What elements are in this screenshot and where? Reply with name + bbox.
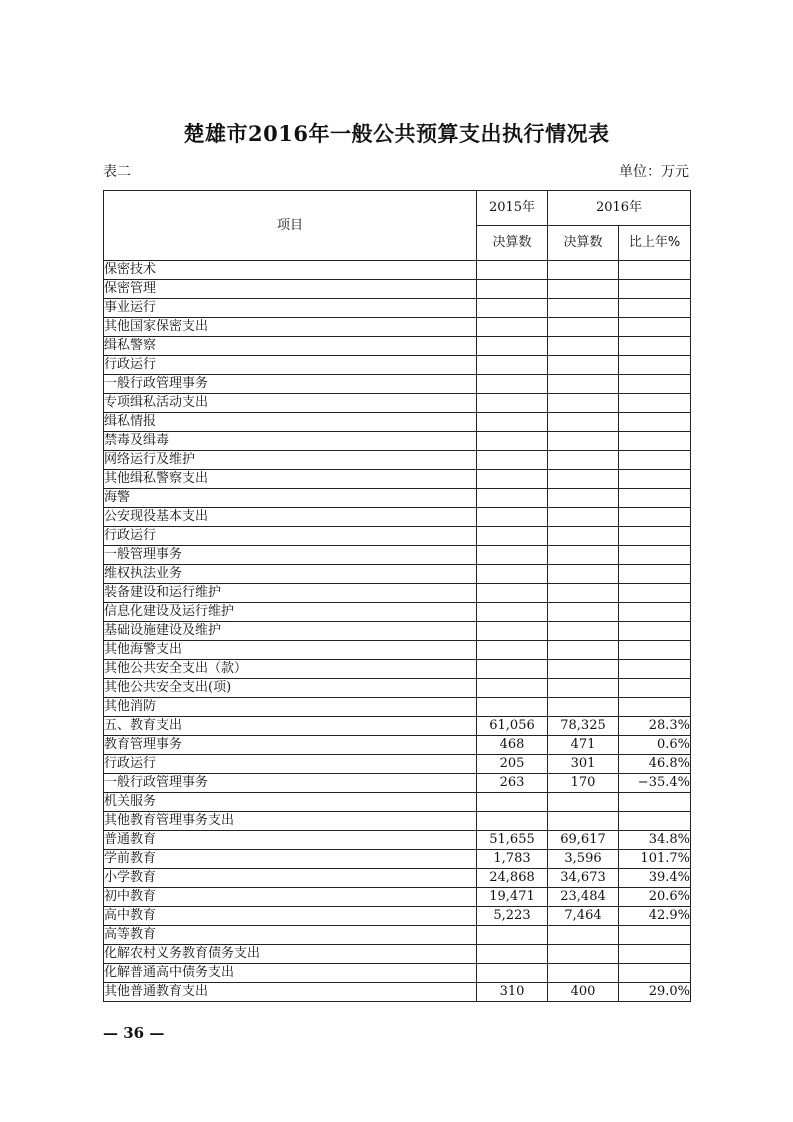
row-2015-final <box>477 660 548 679</box>
row-2016-final <box>548 375 619 394</box>
row-item-name: 学前教育 <box>104 850 477 869</box>
table-row <box>104 698 691 717</box>
table-number: 表二 <box>103 164 131 180</box>
row-2016-final <box>548 793 619 812</box>
row-change-pct <box>619 451 691 470</box>
row-change-pct <box>619 926 691 945</box>
row-change-pct <box>619 546 691 565</box>
row-2016-final <box>548 926 619 945</box>
row-2016-final <box>548 489 619 508</box>
row-2016-final <box>548 508 619 527</box>
header-item: 项目 <box>104 191 477 261</box>
row-2016-final <box>548 318 619 337</box>
row-2016-final <box>548 394 619 413</box>
row-2016-final <box>548 622 619 641</box>
table-row <box>104 850 691 869</box>
row-2016-final <box>548 641 619 660</box>
row-item-name: 一般行政管理事务 <box>104 375 477 394</box>
row-item-name: 行政运行 <box>104 527 477 546</box>
row-item-name: 信息化建设及运行维护 <box>104 603 477 622</box>
row-2015-final: 19,471 <box>477 888 548 907</box>
row-change-pct: 20.6% <box>619 888 691 907</box>
row-item-name: 维权执法业务 <box>104 565 477 584</box>
row-2015-final: 310 <box>477 983 548 1002</box>
row-2016-final: 170 <box>548 774 619 793</box>
row-2016-final <box>548 584 619 603</box>
row-2015-final <box>477 261 548 280</box>
row-2015-final <box>477 394 548 413</box>
row-change-pct <box>619 812 691 831</box>
row-change-pct <box>619 356 691 375</box>
row-2016-final <box>548 470 619 489</box>
row-item-name: 其他国家保密支出 <box>104 318 477 337</box>
table-row <box>104 356 691 375</box>
row-item-name: 其他消防 <box>104 698 477 717</box>
row-2015-final: 1,783 <box>477 850 548 869</box>
row-change-pct <box>619 413 691 432</box>
row-change-pct: 29.0% <box>619 983 691 1002</box>
row-2015-final <box>477 945 548 964</box>
table-row <box>104 622 691 641</box>
row-change-pct: 101.7% <box>619 850 691 869</box>
row-2015-final <box>477 337 548 356</box>
row-2015-final <box>477 622 548 641</box>
row-change-pct <box>619 299 691 318</box>
row-2016-final <box>548 812 619 831</box>
table-row <box>104 660 691 679</box>
header-2016: 2016年 <box>548 191 691 226</box>
header-2015: 2015年 <box>477 191 548 226</box>
table-row <box>104 717 691 736</box>
table-row <box>104 299 691 318</box>
row-item-name: 缉私情报 <box>104 413 477 432</box>
row-2015-final <box>477 964 548 983</box>
row-change-pct <box>619 394 691 413</box>
row-item-name: 公安现役基本支出 <box>104 508 477 527</box>
row-2016-final <box>548 698 619 717</box>
row-change-pct <box>619 432 691 451</box>
row-2016-final <box>548 280 619 299</box>
row-2015-final: 205 <box>477 755 548 774</box>
row-change-pct <box>619 698 691 717</box>
row-2015-final <box>477 584 548 603</box>
table-row <box>104 280 691 299</box>
row-2015-final <box>477 546 548 565</box>
row-2015-final <box>477 413 548 432</box>
row-2016-final <box>548 603 619 622</box>
row-change-pct <box>619 489 691 508</box>
table-row <box>104 375 691 394</box>
table-row <box>104 508 691 527</box>
row-item-name: 保密技术 <box>104 261 477 280</box>
page-number: — 36 — <box>103 1024 165 1042</box>
row-2016-final: 301 <box>548 755 619 774</box>
table-row <box>104 812 691 831</box>
row-2015-final: 51,655 <box>477 831 548 850</box>
row-change-pct <box>619 622 691 641</box>
row-item-name: 海警 <box>104 489 477 508</box>
row-2016-final <box>548 432 619 451</box>
row-2016-final <box>548 546 619 565</box>
row-2015-final <box>477 793 548 812</box>
row-item-name: 专项缉私活动支出 <box>104 394 477 413</box>
row-item-name: 初中教育 <box>104 888 477 907</box>
table-row <box>104 983 691 1002</box>
table-row <box>104 565 691 584</box>
row-change-pct <box>619 964 691 983</box>
row-2015-final <box>477 375 548 394</box>
row-item-name: 基础设施建设及维护 <box>104 622 477 641</box>
row-item-name: 其他海警支出 <box>104 641 477 660</box>
row-item-name: 教育管理事务 <box>104 736 477 755</box>
row-change-pct: 0.6% <box>619 736 691 755</box>
table-row <box>104 432 691 451</box>
table-row <box>104 679 691 698</box>
row-2016-final: 3,596 <box>548 850 619 869</box>
row-2015-final <box>477 489 548 508</box>
budget-table <box>103 190 691 1002</box>
row-change-pct <box>619 603 691 622</box>
table-row <box>104 261 691 280</box>
row-item-name: 事业运行 <box>104 299 477 318</box>
table-row <box>104 869 691 888</box>
row-item-name: 装备建设和运行维护 <box>104 584 477 603</box>
row-item-name: 行政运行 <box>104 356 477 375</box>
row-item-name: 其他普通教育支出 <box>104 983 477 1002</box>
table-row <box>104 451 691 470</box>
table-row <box>104 489 691 508</box>
row-2015-final <box>477 641 548 660</box>
row-2015-final <box>477 508 548 527</box>
row-item-name: 其他缉私警察支出 <box>104 470 477 489</box>
row-2015-final: 24,868 <box>477 869 548 888</box>
table-row <box>104 641 691 660</box>
header-change: 比上年% <box>619 226 691 261</box>
row-change-pct <box>619 793 691 812</box>
row-change-pct: 34.8% <box>619 831 691 850</box>
row-2016-final <box>548 660 619 679</box>
row-2016-final <box>548 261 619 280</box>
table-row <box>104 774 691 793</box>
row-item-name: 小学教育 <box>104 869 477 888</box>
row-2015-final <box>477 603 548 622</box>
table-row <box>104 964 691 983</box>
row-item-name: 其他教育管理事务支出 <box>104 812 477 831</box>
table-row <box>104 945 691 964</box>
table-row <box>104 755 691 774</box>
row-2016-final: 69,617 <box>548 831 619 850</box>
page-title: 楚雄市2016年一般公共预算支出执行情况表 <box>183 121 610 146</box>
row-change-pct <box>619 584 691 603</box>
table-body <box>104 261 691 1002</box>
table-row <box>104 413 691 432</box>
row-2015-final <box>477 679 548 698</box>
table-row <box>104 793 691 812</box>
row-item-name: 缉私警察 <box>104 337 477 356</box>
row-change-pct <box>619 508 691 527</box>
table-row <box>104 470 691 489</box>
row-2016-final <box>548 565 619 584</box>
row-2015-final <box>477 812 548 831</box>
unit-label: 单位：万元 <box>619 164 689 180</box>
table-row <box>104 603 691 622</box>
table-row <box>104 907 691 926</box>
table-row <box>104 926 691 945</box>
row-2015-final <box>477 318 548 337</box>
row-change-pct: 28.3% <box>619 717 691 736</box>
row-change-pct: 42.9% <box>619 907 691 926</box>
header-final-2015: 决算数 <box>477 226 548 261</box>
row-change-pct <box>619 527 691 546</box>
row-change-pct <box>619 565 691 584</box>
table-row <box>104 394 691 413</box>
row-2016-final <box>548 299 619 318</box>
row-2015-final <box>477 698 548 717</box>
table-row <box>104 337 691 356</box>
row-change-pct <box>619 337 691 356</box>
row-2016-final: 471 <box>548 736 619 755</box>
row-2015-final <box>477 565 548 584</box>
row-change-pct <box>619 641 691 660</box>
row-change-pct <box>619 470 691 489</box>
row-item-name: 行政运行 <box>104 755 477 774</box>
row-2015-final <box>477 299 548 318</box>
row-item-name: 一般行政管理事务 <box>104 774 477 793</box>
row-change-pct <box>619 375 691 394</box>
row-item-name: 化解农村义务教育债务支出 <box>104 945 477 964</box>
row-2015-final <box>477 356 548 375</box>
row-item-name: 禁毒及缉毒 <box>104 432 477 451</box>
row-2016-final: 78,325 <box>548 717 619 736</box>
row-change-pct: −35.4% <box>619 774 691 793</box>
row-item-name: 其他公共安全支出（款） <box>104 660 477 679</box>
row-change-pct <box>619 261 691 280</box>
row-2016-final <box>548 945 619 964</box>
table-row <box>104 736 691 755</box>
row-2016-final <box>548 413 619 432</box>
row-change-pct <box>619 280 691 299</box>
table-row <box>104 584 691 603</box>
row-2015-final <box>477 527 548 546</box>
table-row <box>104 527 691 546</box>
row-2015-final <box>477 470 548 489</box>
row-2016-final <box>548 679 619 698</box>
row-item-name: 高中教育 <box>104 907 477 926</box>
row-2015-final: 5,223 <box>477 907 548 926</box>
row-change-pct <box>619 945 691 964</box>
row-item-name: 机关服务 <box>104 793 477 812</box>
row-item-name: 普通教育 <box>104 831 477 850</box>
row-item-name: 其他公共安全支出(项) <box>104 679 477 698</box>
row-item-name: 高等教育 <box>104 926 477 945</box>
header-final-2016: 决算数 <box>548 226 619 261</box>
row-2016-final <box>548 964 619 983</box>
table-row <box>104 318 691 337</box>
row-2016-final <box>548 356 619 375</box>
row-2016-final <box>548 337 619 356</box>
row-2015-final <box>477 451 548 470</box>
row-item-name: 保密管理 <box>104 280 477 299</box>
row-2015-final <box>477 432 548 451</box>
table-row <box>104 888 691 907</box>
row-2016-final <box>548 451 619 470</box>
row-item-name: 五、教育支出 <box>104 717 477 736</box>
row-2015-final: 61,056 <box>477 717 548 736</box>
row-2015-final <box>477 280 548 299</box>
row-change-pct <box>619 679 691 698</box>
row-change-pct <box>619 318 691 337</box>
row-change-pct: 39.4% <box>619 869 691 888</box>
row-2016-final: 34,673 <box>548 869 619 888</box>
row-2016-final: 400 <box>548 983 619 1002</box>
row-2016-final: 7,464 <box>548 907 619 926</box>
row-item-name: 网络运行及维护 <box>104 451 477 470</box>
row-2015-final: 468 <box>477 736 548 755</box>
row-2015-final <box>477 926 548 945</box>
row-change-pct <box>619 660 691 679</box>
row-item-name: 一般管理事务 <box>104 546 477 565</box>
row-item-name: 化解普通高中债务支出 <box>104 964 477 983</box>
row-2016-final <box>548 527 619 546</box>
row-2016-final: 23,484 <box>548 888 619 907</box>
table-row <box>104 546 691 565</box>
table-row <box>104 831 691 850</box>
row-2015-final: 263 <box>477 774 548 793</box>
row-change-pct: 46.8% <box>619 755 691 774</box>
